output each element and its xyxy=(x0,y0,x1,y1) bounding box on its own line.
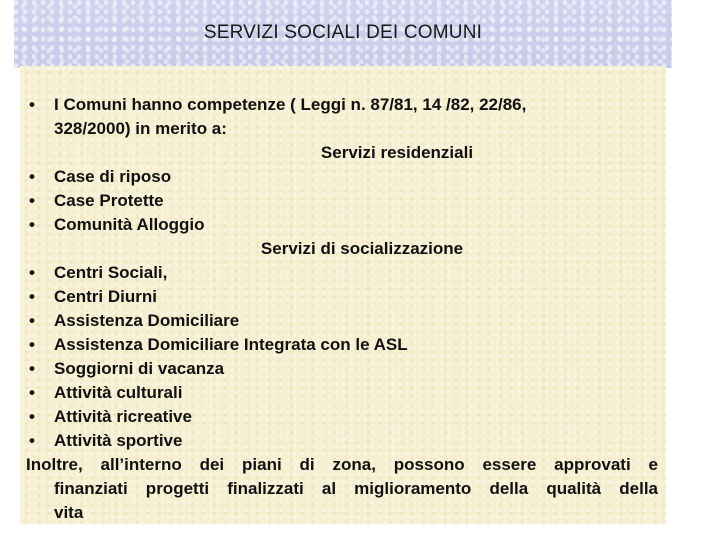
title-band xyxy=(14,0,672,68)
list-item xyxy=(26,285,658,309)
conclusion-line-1: Inoltre, all’interno dei piani di zona, possono essere approvati e xyxy=(26,455,658,474)
list-item-label: Case di riposo xyxy=(54,167,172,186)
bullet: • xyxy=(29,191,35,210)
bullet: • xyxy=(29,287,35,306)
content-text xyxy=(26,93,658,525)
bullet: • xyxy=(29,335,35,354)
bullet: • xyxy=(29,431,35,450)
conclusion-line-2: finanziati progetti finalizzati al miglioramento della qualità della xyxy=(54,479,658,498)
conclusion-paragraph xyxy=(26,453,658,525)
list-item-label: Soggiorni di vacanza xyxy=(54,359,225,378)
list-item-label: Assistenza Domiciliare xyxy=(54,311,240,330)
bullet: • xyxy=(29,359,35,378)
bullet: • xyxy=(29,263,35,282)
list-item-label: Assistenza Domiciliare Integrata con le ASL xyxy=(54,335,408,354)
list-item xyxy=(26,189,658,213)
list-item xyxy=(26,405,658,429)
bullet: • xyxy=(29,383,35,402)
list-item xyxy=(26,309,658,333)
list-item-label: Case Protette xyxy=(54,191,164,210)
list-item-label: Attività ricreative xyxy=(54,407,192,426)
bullet: • xyxy=(29,407,35,426)
list-item xyxy=(26,165,658,189)
bullet: • xyxy=(29,215,35,234)
list-item xyxy=(26,213,658,237)
bullet: • xyxy=(29,311,35,330)
intro-line-2: 328/2000) in merito a: xyxy=(54,119,227,138)
section-heading-socializzazione: Servizi di socializzazione xyxy=(260,239,464,258)
list-item xyxy=(26,357,658,381)
intro-line-1: I Comuni hanno competenze ( Leggi n. 87/81, 14 /82, 22/86, xyxy=(54,95,527,114)
conclusion-line-3: vita xyxy=(54,503,84,522)
bullet: • xyxy=(29,95,35,114)
list-item xyxy=(26,381,658,405)
list-item-label: Comunità Alloggio xyxy=(54,215,205,234)
list-item-label: Attività sportive xyxy=(54,431,183,450)
bullet: • xyxy=(29,167,35,186)
list-item xyxy=(26,261,658,285)
list-item xyxy=(26,333,658,357)
list-item-label: Attività culturali xyxy=(54,383,183,402)
list-item-label: Centri Diurni xyxy=(54,287,157,306)
section-heading-residenziali: Servizi residenziali xyxy=(320,143,474,162)
list-item xyxy=(26,429,658,453)
intro-item xyxy=(26,93,658,141)
list-item-label: Centri Sociali, xyxy=(54,263,168,282)
slide-title: SERVIZI SOCIALI DEI COMUNI xyxy=(203,22,483,43)
